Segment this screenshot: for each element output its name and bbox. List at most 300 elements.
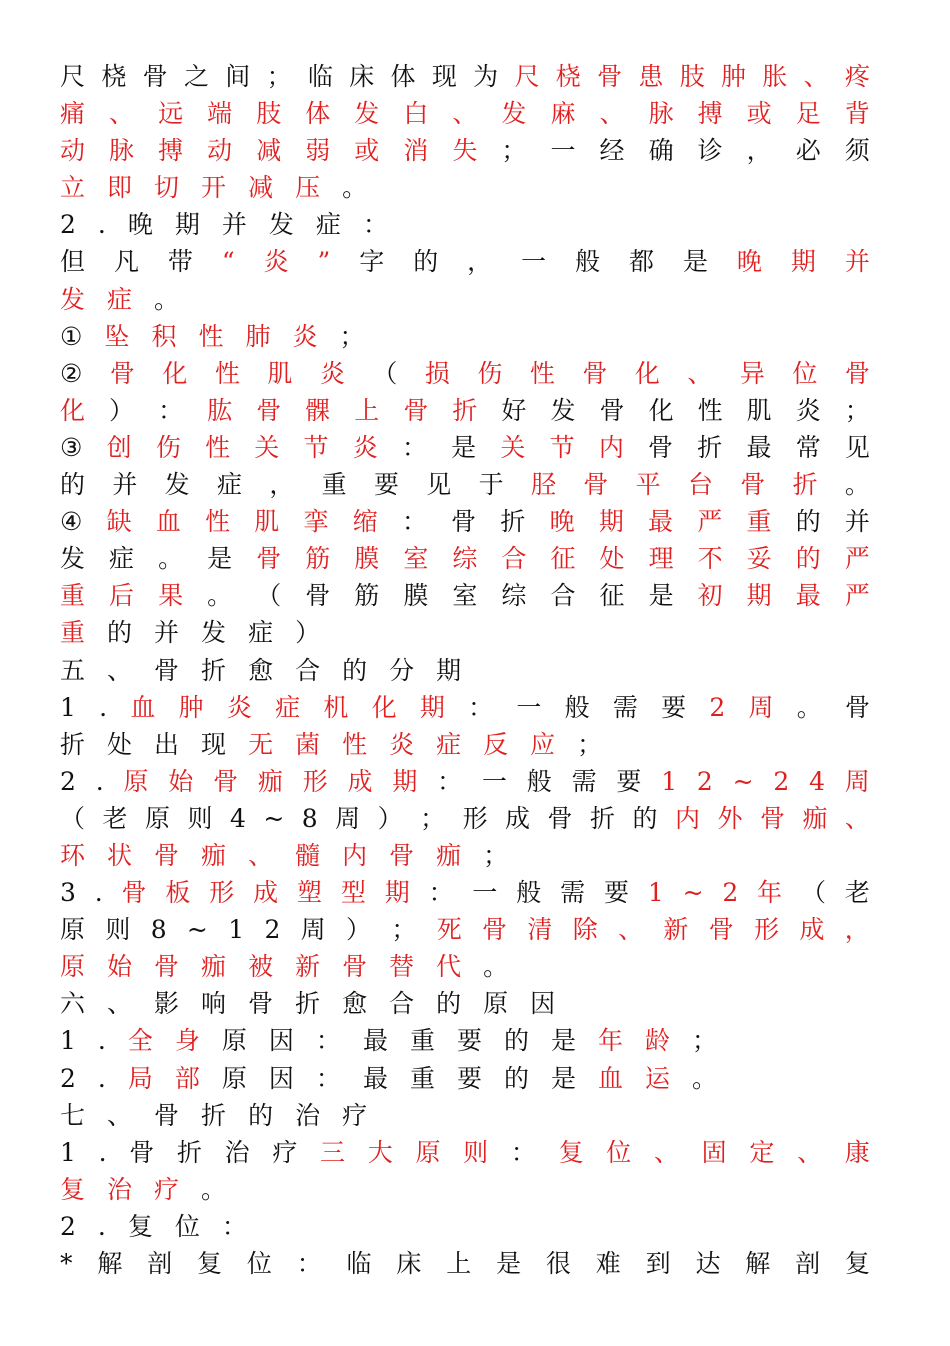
text-char: 缩 bbox=[352, 507, 378, 537]
text-char: 形 bbox=[302, 766, 328, 796]
text-char: 2 bbox=[773, 766, 790, 796]
text-char: 2 bbox=[264, 915, 281, 945]
text-char: 因 bbox=[530, 989, 556, 1019]
text-char: 为 bbox=[473, 62, 499, 91]
text-char: 关 bbox=[254, 432, 280, 462]
text-line bbox=[60, 1245, 870, 1282]
text-char: ~ bbox=[732, 766, 754, 796]
text-char: 、 bbox=[107, 989, 133, 1019]
text-char: 愈 bbox=[342, 989, 368, 1019]
text-char: 化 bbox=[60, 395, 86, 425]
text-char: 于 bbox=[478, 470, 504, 500]
text-char: 骨 bbox=[597, 62, 623, 91]
text-char: 原 bbox=[221, 1063, 247, 1093]
text-char: 难 bbox=[595, 1249, 621, 1278]
text-char: 骨 bbox=[582, 358, 608, 388]
text-line bbox=[60, 243, 870, 280]
text-char: 室 bbox=[452, 581, 478, 611]
text-char: ： bbox=[437, 766, 463, 796]
text-char: 发 bbox=[164, 470, 190, 500]
text-char: 一 bbox=[516, 692, 542, 722]
text-char: 的 bbox=[632, 803, 658, 833]
text-char: 凡 bbox=[113, 247, 139, 277]
text-line bbox=[60, 169, 870, 206]
text-char: 因 bbox=[268, 1063, 294, 1093]
text-char: ： bbox=[296, 1249, 322, 1278]
text-char: 。 bbox=[796, 692, 822, 722]
text-char: 解 bbox=[745, 1249, 771, 1278]
text-char: 是 bbox=[496, 1249, 522, 1278]
text-char: 或 bbox=[354, 136, 380, 166]
text-char: 折 bbox=[201, 655, 227, 685]
text-char: 1 bbox=[228, 915, 245, 945]
text-char: 端 bbox=[207, 99, 233, 129]
text-char: 体 bbox=[390, 62, 416, 91]
text-char: 原 bbox=[483, 989, 509, 1019]
text-char: 是 bbox=[551, 1063, 577, 1093]
text-char: 动 bbox=[60, 136, 86, 166]
text-char: 、 bbox=[797, 1137, 823, 1167]
text-char: 年 bbox=[757, 878, 783, 908]
text-char: 麻 bbox=[550, 99, 576, 129]
text-char: 。 bbox=[158, 544, 184, 574]
text-char: 原 bbox=[221, 1026, 247, 1056]
text-char: 现 bbox=[431, 62, 457, 91]
text-char: 老 bbox=[844, 878, 870, 908]
text-char: . bbox=[99, 692, 108, 722]
text-char: 形 bbox=[754, 915, 780, 945]
text-char: 骨 bbox=[256, 395, 282, 425]
text-char: 。 bbox=[207, 581, 233, 611]
text-char: 性 bbox=[529, 358, 555, 388]
text-char: 症 bbox=[107, 284, 133, 314]
text-char: 复 bbox=[60, 1174, 86, 1204]
text-char: ” bbox=[317, 247, 331, 277]
text-char: 部 bbox=[174, 1063, 200, 1093]
text-char: ： bbox=[221, 1211, 247, 1241]
text-char: ； bbox=[692, 1026, 718, 1056]
text-char: 台 bbox=[687, 470, 713, 500]
text-char: 板 bbox=[165, 878, 191, 908]
text-char: 替 bbox=[389, 952, 415, 982]
text-char: 征 bbox=[599, 581, 625, 611]
text-char: 周 bbox=[300, 915, 326, 945]
text-char: 综 bbox=[501, 581, 527, 611]
text-char: 2 bbox=[696, 766, 713, 796]
text-char: 的 bbox=[795, 507, 821, 537]
text-char: 减 bbox=[248, 173, 274, 203]
text-char: 般 bbox=[526, 766, 552, 796]
text-char: 折 bbox=[176, 1137, 202, 1167]
text-char: 炎 bbox=[263, 247, 289, 277]
text-char: 肱 bbox=[207, 395, 233, 425]
text-char: 龄 bbox=[645, 1026, 671, 1056]
text-char: 、 bbox=[618, 915, 644, 945]
text-char: 上 bbox=[354, 395, 380, 425]
text-char: 骨 bbox=[583, 470, 609, 500]
text-char: 失 bbox=[452, 136, 478, 166]
text-char: ： bbox=[428, 878, 454, 908]
text-char: ③ bbox=[60, 432, 83, 462]
text-char: 期 bbox=[392, 766, 418, 796]
text-char: 肺 bbox=[245, 321, 271, 351]
text-char: 骨 bbox=[154, 952, 180, 982]
text-char: 骨 bbox=[256, 544, 282, 574]
text-char: 字 bbox=[359, 247, 385, 277]
text-char: 重 bbox=[746, 507, 772, 537]
text-char: 则 bbox=[463, 1137, 489, 1167]
text-line bbox=[60, 985, 870, 1022]
text-char: . bbox=[95, 766, 104, 796]
text-char: （ bbox=[60, 803, 86, 833]
text-char: 折 bbox=[792, 470, 818, 500]
text-char: 周 bbox=[335, 803, 361, 833]
text-char: 始 bbox=[107, 952, 133, 982]
text-char: 都 bbox=[629, 247, 655, 277]
text-char: 足 bbox=[795, 99, 821, 129]
text-char: 压 bbox=[295, 173, 321, 203]
text-char: 痛 bbox=[60, 99, 86, 129]
text-char: 伤 bbox=[155, 432, 181, 462]
text-char: ， bbox=[844, 915, 870, 945]
text-char: 全 bbox=[127, 1026, 153, 1056]
text-char: 后 bbox=[109, 581, 135, 611]
text-char: 经 bbox=[599, 136, 625, 166]
text-char: 并 bbox=[844, 507, 870, 537]
text-char: 1 bbox=[60, 1137, 76, 1167]
text-char: 切 bbox=[154, 173, 180, 203]
text-char: 局 bbox=[127, 1063, 153, 1093]
text-char: 或 bbox=[746, 99, 772, 129]
text-char: 桡 bbox=[555, 62, 581, 91]
text-char: ： bbox=[401, 507, 427, 537]
text-char: 成 bbox=[253, 878, 279, 908]
text-char: 弱 bbox=[305, 136, 331, 166]
text-char: . bbox=[97, 1211, 106, 1241]
text-char: 七 bbox=[60, 1100, 86, 1130]
text-char: ； bbox=[420, 803, 446, 833]
text-char: 性 bbox=[342, 729, 368, 759]
text-char: 骨 bbox=[305, 581, 331, 611]
text-line bbox=[60, 1171, 870, 1208]
text-char: 肌 bbox=[254, 507, 280, 537]
text-char: 成 bbox=[505, 803, 531, 833]
text-char: 并 bbox=[154, 618, 180, 648]
text-char: 一 bbox=[472, 878, 498, 908]
text-char: 骨 bbox=[482, 915, 508, 945]
text-char: 搏 bbox=[697, 99, 723, 129]
text-char: 则 bbox=[105, 915, 131, 945]
text-char: 。 bbox=[154, 284, 180, 314]
text-char: 一 bbox=[550, 136, 576, 166]
text-char: 最 bbox=[648, 507, 674, 537]
text-char: 骨 bbox=[342, 952, 368, 982]
text-line bbox=[60, 540, 870, 577]
text-char: 合 bbox=[295, 655, 321, 685]
text-char: 最 bbox=[795, 581, 821, 611]
text-char: 症 bbox=[275, 692, 301, 722]
text-char: 要 bbox=[373, 470, 399, 500]
text-char: 、 bbox=[452, 99, 478, 129]
text-char: 炎 bbox=[319, 358, 345, 388]
text-char: ； bbox=[844, 395, 870, 425]
text-char: 骨 bbox=[213, 766, 239, 796]
text-char: 发 bbox=[550, 395, 576, 425]
text-char: 胀 bbox=[762, 62, 788, 91]
text-char: 折 bbox=[60, 729, 86, 759]
text-char: 症 bbox=[216, 470, 242, 500]
text-char: 影 bbox=[154, 989, 180, 1019]
text-char: 不 bbox=[697, 544, 723, 574]
text-char: 的 bbox=[60, 470, 86, 500]
text-char: “ bbox=[221, 247, 235, 277]
text-char: 新 bbox=[295, 952, 321, 982]
text-line bbox=[60, 206, 870, 243]
text-char: 到 bbox=[645, 1249, 671, 1278]
text-char: . bbox=[97, 1063, 106, 1093]
text-char: 、 bbox=[107, 655, 133, 685]
text-char: ） bbox=[377, 803, 403, 833]
text-char: 折 bbox=[201, 1100, 227, 1130]
text-char: 治 bbox=[107, 1174, 133, 1204]
text-char: 并 bbox=[221, 210, 247, 240]
text-char: 骨 bbox=[154, 655, 180, 685]
text-char: 般 bbox=[564, 692, 590, 722]
text-char: 一 bbox=[481, 766, 507, 796]
text-char: 最 bbox=[362, 1063, 388, 1093]
text-char: 原 bbox=[123, 766, 149, 796]
text-line bbox=[60, 132, 870, 169]
text-char: 折 bbox=[452, 395, 478, 425]
text-char: 血 bbox=[155, 507, 181, 537]
text-char: ~ bbox=[186, 915, 208, 945]
text-char: 并 bbox=[844, 247, 870, 277]
text-char: 六 bbox=[60, 989, 86, 1019]
text-char: ④ bbox=[60, 507, 83, 537]
text-char: 重 bbox=[60, 581, 86, 611]
text-char: 痂 bbox=[201, 952, 227, 982]
text-char: 之 bbox=[183, 62, 209, 91]
text-char: 炎 bbox=[292, 321, 318, 351]
text-char: 异 bbox=[739, 358, 765, 388]
text-char: 晚 bbox=[736, 247, 762, 277]
text-line bbox=[60, 1134, 870, 1171]
text-char: 性 bbox=[214, 358, 240, 388]
text-char: 桡 bbox=[101, 62, 127, 91]
text-char: 炎 bbox=[795, 395, 821, 425]
text-line bbox=[60, 429, 870, 466]
text-char: 重 bbox=[60, 618, 86, 648]
text-char: 出 bbox=[154, 729, 180, 759]
text-char: 肿 bbox=[721, 62, 747, 91]
text-char: 很 bbox=[545, 1249, 571, 1278]
text-char: 床 bbox=[396, 1249, 422, 1278]
text-char: 运 bbox=[645, 1063, 671, 1093]
text-char: ： bbox=[510, 1137, 536, 1167]
text-char: 但 bbox=[60, 247, 86, 277]
text-char: 发 bbox=[60, 284, 86, 314]
text-char: 痂 bbox=[201, 840, 227, 870]
text-char: ： bbox=[315, 1063, 341, 1093]
text-char: 型 bbox=[340, 878, 366, 908]
text-char: 必 bbox=[795, 136, 821, 166]
text-char: 常 bbox=[795, 432, 821, 462]
text-char: 理 bbox=[648, 544, 674, 574]
text-char: 肢 bbox=[679, 62, 705, 91]
text-char: 大 bbox=[367, 1137, 393, 1167]
text-char: 严 bbox=[844, 544, 870, 574]
text-char: ； bbox=[266, 62, 292, 91]
text-char: 反 bbox=[483, 729, 509, 759]
text-char: 肢 bbox=[256, 99, 282, 129]
text-char: 分 bbox=[389, 655, 415, 685]
text-char: 尺 bbox=[60, 62, 86, 91]
text-char: 1 bbox=[647, 878, 664, 908]
text-char: 、 bbox=[653, 1137, 679, 1167]
text-char: 机 bbox=[323, 692, 349, 722]
text-char: 关 bbox=[500, 432, 526, 462]
text-char: 康 bbox=[844, 1137, 870, 1167]
text-char: ① bbox=[60, 321, 83, 351]
text-char: 剖 bbox=[795, 1249, 821, 1278]
text-char: 剖 bbox=[147, 1249, 173, 1278]
text-char: 现 bbox=[201, 729, 227, 759]
text-char: 1 bbox=[60, 1026, 76, 1056]
text-char: 髓 bbox=[295, 840, 321, 870]
text-char: 2 bbox=[60, 766, 76, 796]
text-char: 折 bbox=[590, 803, 616, 833]
text-char: 损 bbox=[424, 358, 450, 388]
text-char: . bbox=[97, 210, 106, 240]
text-char: 塑 bbox=[296, 878, 322, 908]
text-char: 炎 bbox=[352, 432, 378, 462]
text-char: 性 bbox=[697, 395, 723, 425]
text-char: 合 bbox=[501, 544, 527, 574]
text-char: 的 bbox=[342, 655, 368, 685]
text-char: 8 bbox=[150, 915, 167, 945]
text-char: 骨 bbox=[599, 395, 625, 425]
text-char: 疗 bbox=[342, 1100, 368, 1130]
text-char: 发 bbox=[201, 618, 227, 648]
text-char: 综 bbox=[452, 544, 478, 574]
text-char: 尺 bbox=[514, 62, 540, 91]
text-char: 疼 bbox=[844, 62, 870, 91]
text-char: ； bbox=[577, 729, 603, 759]
text-char: 期 bbox=[746, 581, 772, 611]
text-char: 4 bbox=[809, 766, 825, 796]
text-char: 应 bbox=[530, 729, 556, 759]
text-char: 复 bbox=[197, 1249, 223, 1278]
text-char: 骨 bbox=[154, 1100, 180, 1130]
text-char: 菌 bbox=[295, 729, 321, 759]
text-char: 症 bbox=[436, 729, 462, 759]
text-char: ） bbox=[295, 618, 321, 648]
text-char: . bbox=[98, 1137, 107, 1167]
text-char: 果 bbox=[158, 581, 184, 611]
text-char: 骨 bbox=[142, 62, 168, 91]
text-char: 严 bbox=[844, 581, 870, 611]
text-char: 化 bbox=[648, 395, 674, 425]
text-char: 、 bbox=[599, 99, 625, 129]
text-char: 发 bbox=[268, 210, 294, 240]
text-char: 内 bbox=[598, 432, 624, 462]
text-char: 治 bbox=[295, 1100, 321, 1130]
text-char: 骨 bbox=[129, 1137, 155, 1167]
text-char: 最 bbox=[746, 432, 772, 462]
text-char: 原 bbox=[60, 915, 86, 945]
text-char: 4 bbox=[229, 803, 246, 833]
text-char: 形 bbox=[209, 878, 235, 908]
text-char: * bbox=[60, 1249, 73, 1278]
text-char: 原 bbox=[415, 1137, 441, 1167]
text-char: 。 bbox=[692, 1063, 718, 1093]
text-char: 内 bbox=[674, 803, 700, 833]
text-char: 初 bbox=[697, 581, 723, 611]
text-char: 脉 bbox=[648, 99, 674, 129]
text-char: 性 bbox=[205, 432, 231, 462]
text-char: 平 bbox=[635, 470, 661, 500]
text-char: ） bbox=[346, 915, 372, 945]
text-line bbox=[60, 318, 870, 355]
text-char: 则 bbox=[187, 803, 213, 833]
text-char: 的 bbox=[248, 1100, 274, 1130]
text-char: 室 bbox=[403, 544, 429, 574]
text-char: ② bbox=[60, 358, 83, 388]
text-char: 骨 bbox=[648, 432, 674, 462]
text-char: 体 bbox=[305, 99, 331, 129]
text-char: 无 bbox=[248, 729, 274, 759]
text-line bbox=[60, 837, 870, 874]
text-char: 见 bbox=[426, 470, 452, 500]
text-char: ） bbox=[109, 395, 135, 425]
text-char: 骨 bbox=[844, 692, 870, 722]
text-char: ， bbox=[269, 470, 295, 500]
text-line bbox=[60, 1022, 870, 1059]
text-char: 骨 bbox=[121, 878, 147, 908]
text-char: 固 bbox=[701, 1137, 727, 1167]
text-char: 响 bbox=[201, 989, 227, 1019]
text-char: 原 bbox=[144, 803, 170, 833]
text-line bbox=[60, 577, 870, 614]
text-char: 老 bbox=[102, 803, 128, 833]
text-char: 是 bbox=[207, 544, 233, 574]
text-char: 一 bbox=[521, 247, 547, 277]
text-char: 肌 bbox=[267, 358, 293, 388]
text-char: 状 bbox=[107, 840, 133, 870]
text-line bbox=[60, 652, 870, 689]
text-char: 1 bbox=[661, 766, 678, 796]
text-char: . bbox=[94, 878, 103, 908]
text-line bbox=[60, 355, 870, 392]
text-char: 、 bbox=[109, 99, 135, 129]
text-char: 周 bbox=[748, 692, 774, 722]
text-char: 征 bbox=[550, 544, 576, 574]
text-char: 骨 bbox=[451, 507, 477, 537]
text-char: 筋 bbox=[354, 581, 380, 611]
text-char: 伤 bbox=[477, 358, 503, 388]
text-char: ； bbox=[501, 136, 527, 166]
text-char: 复 bbox=[844, 1249, 870, 1278]
text-char: 。 bbox=[483, 952, 509, 982]
text-char: 挛 bbox=[303, 507, 329, 537]
text-char: 髁 bbox=[305, 395, 331, 425]
text-char: 发 bbox=[501, 99, 527, 129]
text-char: 须 bbox=[844, 136, 870, 166]
text-char: 膜 bbox=[403, 581, 429, 611]
text-line bbox=[60, 392, 870, 429]
text-char: 肌 bbox=[746, 395, 772, 425]
text-char: 期 bbox=[384, 878, 410, 908]
